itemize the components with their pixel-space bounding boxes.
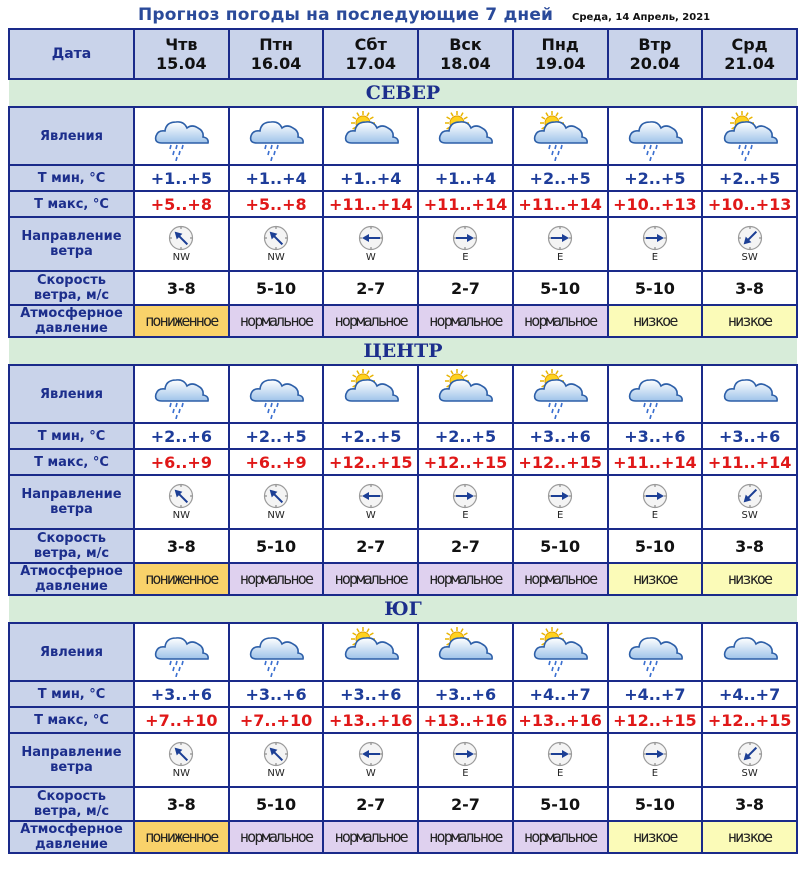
wind-direction-text: E	[557, 510, 564, 521]
wind-direction-label-text-2: ветра	[50, 502, 93, 517]
tmax-value: +7..+10	[134, 707, 229, 733]
pressure-value: низкое	[702, 821, 797, 853]
phenomena-cell	[418, 623, 513, 681]
pressure-label	[9, 821, 134, 853]
rain-cloud-icon	[625, 627, 685, 677]
pressure-row	[9, 305, 797, 337]
wind-direction-cell	[229, 733, 324, 787]
tmin-value: +1..+4	[418, 165, 513, 191]
wind-direction-cell	[418, 475, 513, 529]
wind-arrow-icon	[452, 225, 478, 251]
wind-direction-text: E	[557, 252, 564, 263]
day-header	[134, 29, 229, 79]
tmax-label	[9, 191, 134, 217]
wind-arrow-icon	[263, 741, 289, 767]
wind-direction-cell	[702, 733, 797, 787]
wind-speed-label-text: Скорость	[37, 273, 106, 288]
wind-arrow-icon	[737, 741, 763, 767]
sun-cloud-rain-icon	[530, 111, 590, 161]
pressure-value: пониженное	[134, 305, 229, 337]
wind-direction-cell	[513, 733, 608, 787]
pressure-label-text: Атмосферное	[20, 306, 123, 321]
pressure-value: нормальное	[229, 821, 324, 853]
tmin-label-text: Т мин, °С	[37, 686, 106, 702]
tmin-value: +3..+6	[229, 681, 324, 707]
day-name: Чтв	[165, 35, 198, 54]
tmax-value: +6..+9	[134, 449, 229, 475]
wind-speed-value: 3-8	[702, 787, 797, 821]
page-title: Прогноз погоды на последующие 7 дней	[138, 5, 554, 25]
day-date: 17.04	[345, 54, 397, 73]
phenomena-cell	[134, 365, 229, 423]
phenomena-label-text: Явления	[39, 386, 103, 402]
wind-arrow-icon	[452, 741, 478, 767]
wind-arrow-icon	[168, 741, 194, 767]
phenomena-label-text: Явления	[39, 128, 103, 144]
wind-direction-row	[9, 733, 797, 787]
tmin-value: +2..+5	[513, 165, 608, 191]
wind-direction-text: SW	[741, 252, 758, 263]
phenomena-row	[9, 623, 797, 681]
tmin-value: +2..+5	[418, 423, 513, 449]
phenomena-cell	[702, 623, 797, 681]
tmax-value: +7..+10	[229, 707, 324, 733]
tmax-label-text: Т макс, °С	[34, 196, 109, 212]
day-header	[323, 29, 418, 79]
wind-direction-text: NW	[172, 510, 191, 521]
wind-direction-cell	[608, 475, 703, 529]
pressure-label-text: Атмосферное	[20, 822, 123, 837]
tmin-value: +3..+6	[323, 681, 418, 707]
wind-speed-label-text: Скорость	[37, 531, 106, 546]
pressure-label	[9, 563, 134, 595]
pressure-value: нормальное	[513, 821, 608, 853]
tmin-row	[9, 681, 797, 707]
phenomena-cell	[229, 623, 324, 681]
partly-cloudy-icon	[341, 369, 401, 419]
day-header	[229, 29, 324, 79]
tmin-value: +3..+6	[513, 423, 608, 449]
wind-speed-value: 5-10	[608, 271, 703, 305]
day-header	[513, 29, 608, 79]
wind-speed-row	[9, 271, 797, 305]
wind-direction-text: SW	[741, 768, 758, 779]
wind-speed-value: 2-7	[323, 271, 418, 305]
rain-cloud-icon	[246, 111, 306, 161]
wind-direction-text: E	[462, 768, 469, 779]
region-row	[9, 595, 797, 623]
phenomena-cell	[608, 107, 703, 165]
pressure-label-text-2: давление	[35, 579, 108, 594]
tmax-label-text: Т макс, °С	[34, 454, 109, 470]
phenomena-cell	[702, 107, 797, 165]
tmin-value: +1..+4	[323, 165, 418, 191]
wind-direction-cell	[513, 217, 608, 271]
partly-cloudy-icon	[341, 111, 401, 161]
header-row	[9, 29, 797, 79]
tmin-label	[9, 165, 134, 191]
day-name: Сбт	[354, 35, 387, 54]
phenomena-row	[9, 365, 797, 423]
tmin-row	[9, 165, 797, 191]
phenomena-cell	[323, 365, 418, 423]
wind-direction-cell	[323, 475, 418, 529]
wind-speed-value: 2-7	[418, 529, 513, 563]
wind-direction-cell	[608, 217, 703, 271]
date-header-text: Дата	[51, 45, 92, 62]
wind-direction-cell	[323, 217, 418, 271]
wind-speed-value: 2-7	[418, 787, 513, 821]
wind-direction-text: E	[462, 252, 469, 263]
wind-direction-text: NW	[267, 252, 285, 263]
tmax-label	[9, 449, 134, 475]
wind-speed-value: 3-8	[134, 271, 229, 305]
phenomena-cell	[608, 623, 703, 681]
wind-direction-text: E	[651, 510, 659, 521]
pressure-value: пониженное	[134, 821, 229, 853]
day-date: 19.04	[534, 54, 586, 73]
tmax-value: +5..+8	[229, 191, 324, 217]
rain-cloud-icon	[625, 369, 685, 419]
wind-arrow-icon	[642, 225, 668, 251]
pressure-value: нормальное	[323, 821, 418, 853]
phenomena-cell	[513, 623, 608, 681]
wind-speed-value: 2-7	[323, 529, 418, 563]
rain-cloud-icon	[151, 111, 211, 161]
wind-direction-text: E	[557, 768, 564, 779]
tmin-value: +3..+6	[418, 681, 513, 707]
day-header	[418, 29, 513, 79]
wind-direction-cell	[134, 217, 229, 271]
tmin-value: +2..+5	[608, 165, 703, 191]
day-header	[702, 29, 797, 79]
wind-speed-value: 2-7	[418, 271, 513, 305]
tmax-value: +12..+15	[418, 449, 513, 475]
tmin-label	[9, 423, 134, 449]
tmax-value: +10..+13	[702, 191, 797, 217]
wind-direction-cell	[323, 733, 418, 787]
wind-arrow-icon	[547, 483, 573, 509]
tmax-value: +13..+16	[513, 707, 608, 733]
tmin-value: +2..+5	[323, 423, 418, 449]
tmin-value: +3..+6	[702, 423, 797, 449]
wind-speed-label	[9, 271, 134, 305]
tmin-value: +2..+6	[134, 423, 229, 449]
phenomena-cell	[418, 365, 513, 423]
tmin-value: +4..+7	[513, 681, 608, 707]
phenomena-cell	[702, 365, 797, 423]
wind-arrow-icon	[547, 225, 573, 251]
tmin-value: +3..+6	[134, 681, 229, 707]
wind-direction-text: E	[651, 768, 659, 779]
partly-cloudy-icon	[435, 369, 495, 419]
region-title: ЦЕНТР	[9, 337, 797, 365]
tmax-row	[9, 707, 797, 733]
wind-speed-label-text-2: ветра, м/с	[33, 288, 110, 303]
rain-cloud-icon	[625, 111, 685, 161]
day-date: 16.04	[250, 54, 302, 73]
partly-cloudy-icon	[341, 627, 401, 677]
wind-direction-label-text: Направление	[21, 229, 122, 244]
pressure-value: пониженное	[134, 563, 229, 595]
phenomena-cell	[229, 107, 324, 165]
region-row	[9, 337, 797, 365]
pressure-row	[9, 563, 797, 595]
wind-direction-text: NW	[267, 510, 285, 521]
day-date: 15.04	[156, 54, 207, 73]
tmax-label-text: Т макс, °С	[34, 712, 109, 728]
wind-arrow-icon	[358, 483, 384, 509]
tmax-value: +11..+14	[418, 191, 513, 217]
wind-arrow-icon	[547, 741, 573, 767]
wind-speed-label-text-2: ветра, м/с	[33, 804, 110, 819]
pressure-value: низкое	[608, 563, 703, 595]
date-header	[9, 29, 134, 79]
wind-speed-label-text: Скорость	[37, 789, 106, 804]
phenomena-label	[9, 365, 134, 423]
rain-cloud-icon	[246, 369, 306, 419]
wind-direction-cell	[418, 733, 513, 787]
pressure-value: нормальное	[418, 821, 513, 853]
tmin-value: +2..+5	[229, 423, 324, 449]
wind-speed-value: 3-8	[134, 787, 229, 821]
tmax-value: +11..+14	[513, 191, 608, 217]
tmin-value: +4..+7	[608, 681, 703, 707]
tmax-value: +13..+16	[323, 707, 418, 733]
tmin-value: +1..+4	[229, 165, 324, 191]
phenomena-cell	[513, 107, 608, 165]
wind-direction-text: W	[365, 510, 376, 521]
tmax-value: +11..+14	[608, 449, 703, 475]
wind-direction-text: NW	[172, 768, 191, 779]
wind-direction-label-text-2: ветра	[50, 760, 93, 775]
forecast-table	[8, 28, 798, 854]
wind-direction-cell	[702, 217, 797, 271]
tmin-value: +1..+5	[134, 165, 229, 191]
wind-direction-text: E	[651, 252, 659, 263]
wind-direction-row	[9, 217, 797, 271]
page-header	[0, 0, 800, 28]
day-header	[608, 29, 703, 79]
wind-speed-value: 5-10	[513, 529, 608, 563]
tmax-value: +6..+9	[229, 449, 324, 475]
wind-speed-value: 5-10	[513, 271, 608, 305]
day-name: Срд	[731, 35, 768, 54]
wind-direction-cell	[418, 217, 513, 271]
wind-direction-text: E	[462, 510, 469, 521]
wind-speed-row	[9, 529, 797, 563]
wind-direction-label-text: Направление	[21, 487, 122, 502]
tmax-row	[9, 449, 797, 475]
wind-arrow-icon	[358, 225, 384, 251]
wind-direction-cell	[134, 475, 229, 529]
wind-arrow-icon	[358, 741, 384, 767]
day-date: 20.04	[629, 54, 681, 73]
wind-direction-row	[9, 475, 797, 529]
wind-speed-value: 5-10	[608, 787, 703, 821]
wind-speed-value: 5-10	[608, 529, 703, 563]
phenomena-cell	[134, 623, 229, 681]
wind-speed-value: 3-8	[702, 271, 797, 305]
wind-direction-text: W	[365, 252, 376, 263]
pressure-label	[9, 305, 134, 337]
pressure-value: низкое	[702, 563, 797, 595]
pressure-value: нормальное	[513, 305, 608, 337]
phenomena-cell	[513, 365, 608, 423]
wind-speed-label-text-2: ветра, м/с	[33, 546, 110, 561]
phenomena-cell	[608, 365, 703, 423]
wind-direction-label	[9, 217, 134, 271]
wind-speed-label	[9, 529, 134, 563]
wind-direction-cell	[702, 475, 797, 529]
tmax-value: +12..+15	[323, 449, 418, 475]
wind-speed-label	[9, 787, 134, 821]
tmax-value: +12..+15	[513, 449, 608, 475]
pressure-value: нормальное	[229, 563, 324, 595]
tmax-row	[9, 191, 797, 217]
phenomena-label-text: Явления	[39, 644, 103, 660]
cloud-icon	[720, 627, 780, 677]
rain-cloud-icon	[151, 627, 211, 677]
tmax-value: +12..+15	[608, 707, 703, 733]
pressure-row	[9, 821, 797, 853]
wind-direction-cell	[134, 733, 229, 787]
tmin-row	[9, 423, 797, 449]
wind-arrow-icon	[263, 483, 289, 509]
day-name: Втр	[638, 35, 672, 54]
tmin-value: +3..+6	[608, 423, 703, 449]
tmax-value: +11..+14	[323, 191, 418, 217]
wind-direction-text: NW	[267, 768, 285, 779]
tmax-value: +11..+14	[702, 449, 797, 475]
tmax-value: +5..+8	[134, 191, 229, 217]
wind-arrow-icon	[168, 225, 194, 251]
wind-direction-label-text: Направление	[21, 745, 122, 760]
wind-direction-text: SW	[741, 510, 758, 521]
region-title: СЕВЕР	[9, 79, 797, 107]
day-name: Птн	[259, 35, 293, 54]
wind-direction-text: W	[365, 768, 376, 779]
phenomena-cell	[418, 107, 513, 165]
wind-arrow-icon	[737, 225, 763, 251]
wind-direction-cell	[229, 475, 324, 529]
phenomena-cell	[323, 623, 418, 681]
day-name: Пнд	[541, 35, 579, 54]
sun-cloud-rain-icon	[530, 627, 590, 677]
day-date: 18.04	[440, 54, 491, 73]
current-date: Среда, 14 Апрель, 2021	[572, 12, 711, 23]
pressure-label-text-2: давление	[35, 837, 108, 852]
tmax-value: +13..+16	[418, 707, 513, 733]
wind-arrow-icon	[452, 483, 478, 509]
wind-direction-label	[9, 475, 134, 529]
phenomena-cell	[134, 107, 229, 165]
wind-speed-value: 2-7	[323, 787, 418, 821]
tmax-label	[9, 707, 134, 733]
tmax-value: +12..+15	[702, 707, 797, 733]
wind-speed-value: 5-10	[513, 787, 608, 821]
wind-direction-label	[9, 733, 134, 787]
sun-cloud-rain-icon	[530, 369, 590, 419]
pressure-value: нормальное	[323, 305, 418, 337]
phenomena-cell	[229, 365, 324, 423]
pressure-value: низкое	[608, 821, 703, 853]
rain-cloud-icon	[246, 627, 306, 677]
phenomena-label	[9, 623, 134, 681]
tmin-value: +2..+5	[702, 165, 797, 191]
pressure-value: нормальное	[418, 305, 513, 337]
wind-speed-value: 3-8	[702, 529, 797, 563]
rain-cloud-icon	[151, 369, 211, 419]
wind-arrow-icon	[263, 225, 289, 251]
day-date: 21.04	[724, 54, 775, 73]
wind-direction-cell	[513, 475, 608, 529]
wind-speed-value: 3-8	[134, 529, 229, 563]
pressure-value: нормальное	[418, 563, 513, 595]
partly-cloudy-icon	[435, 627, 495, 677]
wind-arrow-icon	[168, 483, 194, 509]
partly-cloudy-icon	[435, 111, 495, 161]
tmin-value: +4..+7	[702, 681, 797, 707]
phenomena-label	[9, 107, 134, 165]
pressure-value: нормальное	[229, 305, 324, 337]
wind-arrow-icon	[642, 741, 668, 767]
pressure-value: низкое	[702, 305, 797, 337]
tmin-label-text: Т мин, °С	[37, 428, 106, 444]
wind-arrow-icon	[737, 483, 763, 509]
wind-arrow-icon	[642, 483, 668, 509]
pressure-value: нормальное	[513, 563, 608, 595]
region-row	[9, 79, 797, 107]
wind-direction-label-text-2: ветра	[50, 244, 93, 259]
pressure-value: низкое	[608, 305, 703, 337]
phenomena-row	[9, 107, 797, 165]
wind-speed-value: 5-10	[229, 529, 324, 563]
phenomena-cell	[323, 107, 418, 165]
wind-speed-value: 5-10	[229, 787, 324, 821]
day-name: Вск	[449, 35, 482, 54]
pressure-value: нормальное	[323, 563, 418, 595]
tmax-value: +10..+13	[608, 191, 703, 217]
wind-speed-value: 5-10	[229, 271, 324, 305]
wind-direction-text: NW	[172, 252, 191, 263]
tmin-label-text: Т мин, °С	[37, 170, 106, 186]
pressure-label-text: Атмосферное	[20, 564, 123, 579]
tmin-label	[9, 681, 134, 707]
wind-direction-cell	[229, 217, 324, 271]
sun-cloud-rain-icon	[720, 111, 780, 161]
pressure-label-text-2: давление	[35, 321, 108, 336]
wind-speed-row	[9, 787, 797, 821]
cloud-icon	[720, 369, 780, 419]
wind-direction-cell	[608, 733, 703, 787]
region-title: ЮГ	[9, 595, 797, 623]
